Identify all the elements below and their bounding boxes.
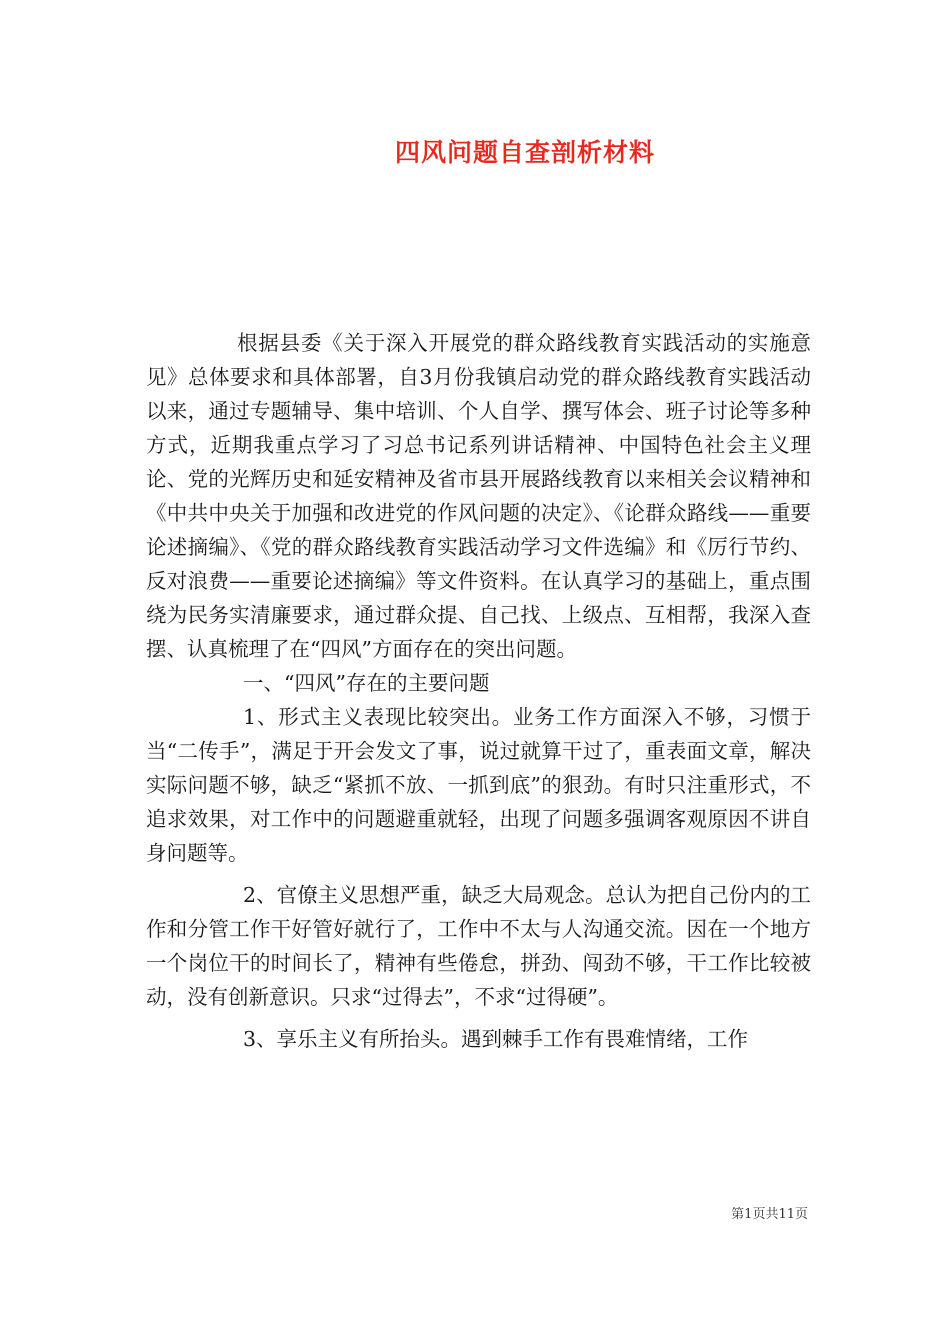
document-title: 四风问题自查剖析材料 [394,138,655,167]
item-paragraph-2: 2、官僚主义思想严重，缺乏大局观念。总认为把自己份内的工作和分管工作干好管好就行了，工作中不太与人沟通交流。因在一个地方一个岗位干的时间长了，精神有些倦怠，拼劲、闯劲不够，干工作比较被动，没有创新意识。只求“过得去”，不求“过得硬”。 [146,883,811,1009]
item-paragraph-3: 3、享乐主义有所抬头。遇到棘手工作有畏难情绪，工作 [243,1027,749,1051]
item-paragraph-1: 1、形式主义表现比较突出。业务工作方面深入不够，习惯于当“二传手”，满足于开会发文了事，说过就算干过了，重表面文章，解决实际问题不够，缺乏“紧抓不放、一抓到底”的狠劲。有时只注重形式，不追求效果，对工作中的问题避重就轻，出现了问题多强调客观原因不讲自身问题等。 [146,705,811,865]
document-body [146,326,811,1056]
intro-paragraph: 根据县委《关于深入开展党的群众路线教育实践活动的实施意见》总体要求和具体部署，自3月份我镇启动党的群众路线教育实践活动以来，通过专题辅导、集中培训、个人自学、撰写体会、班子讨论等多种方式，近期我重点学习了习总书记系列讲话精神、中国特色社会主义理论、党的光辉历史和延安精神及省市县开展路线教育以来相关会议精神和《中共中央关于加强和改进党的作风问题的决定》、《论群众路线——重要论述摘编》、《党的群众路线教育实践活动学习文件选编》和《厉行节约、反对浪费——重要论述摘编》等文件资料。在认真学习的基础上，重点围绕为民务实清廉要求，通过群众提、自己找、上级点、互相帮，我深入查摆、认真梳理了在“四风”方面存在的突出问题。 [146,331,811,661]
page-number: 第1页共11页 [731,1207,808,1222]
section-heading: 一、“四风”存在的主要问题 [243,671,490,695]
